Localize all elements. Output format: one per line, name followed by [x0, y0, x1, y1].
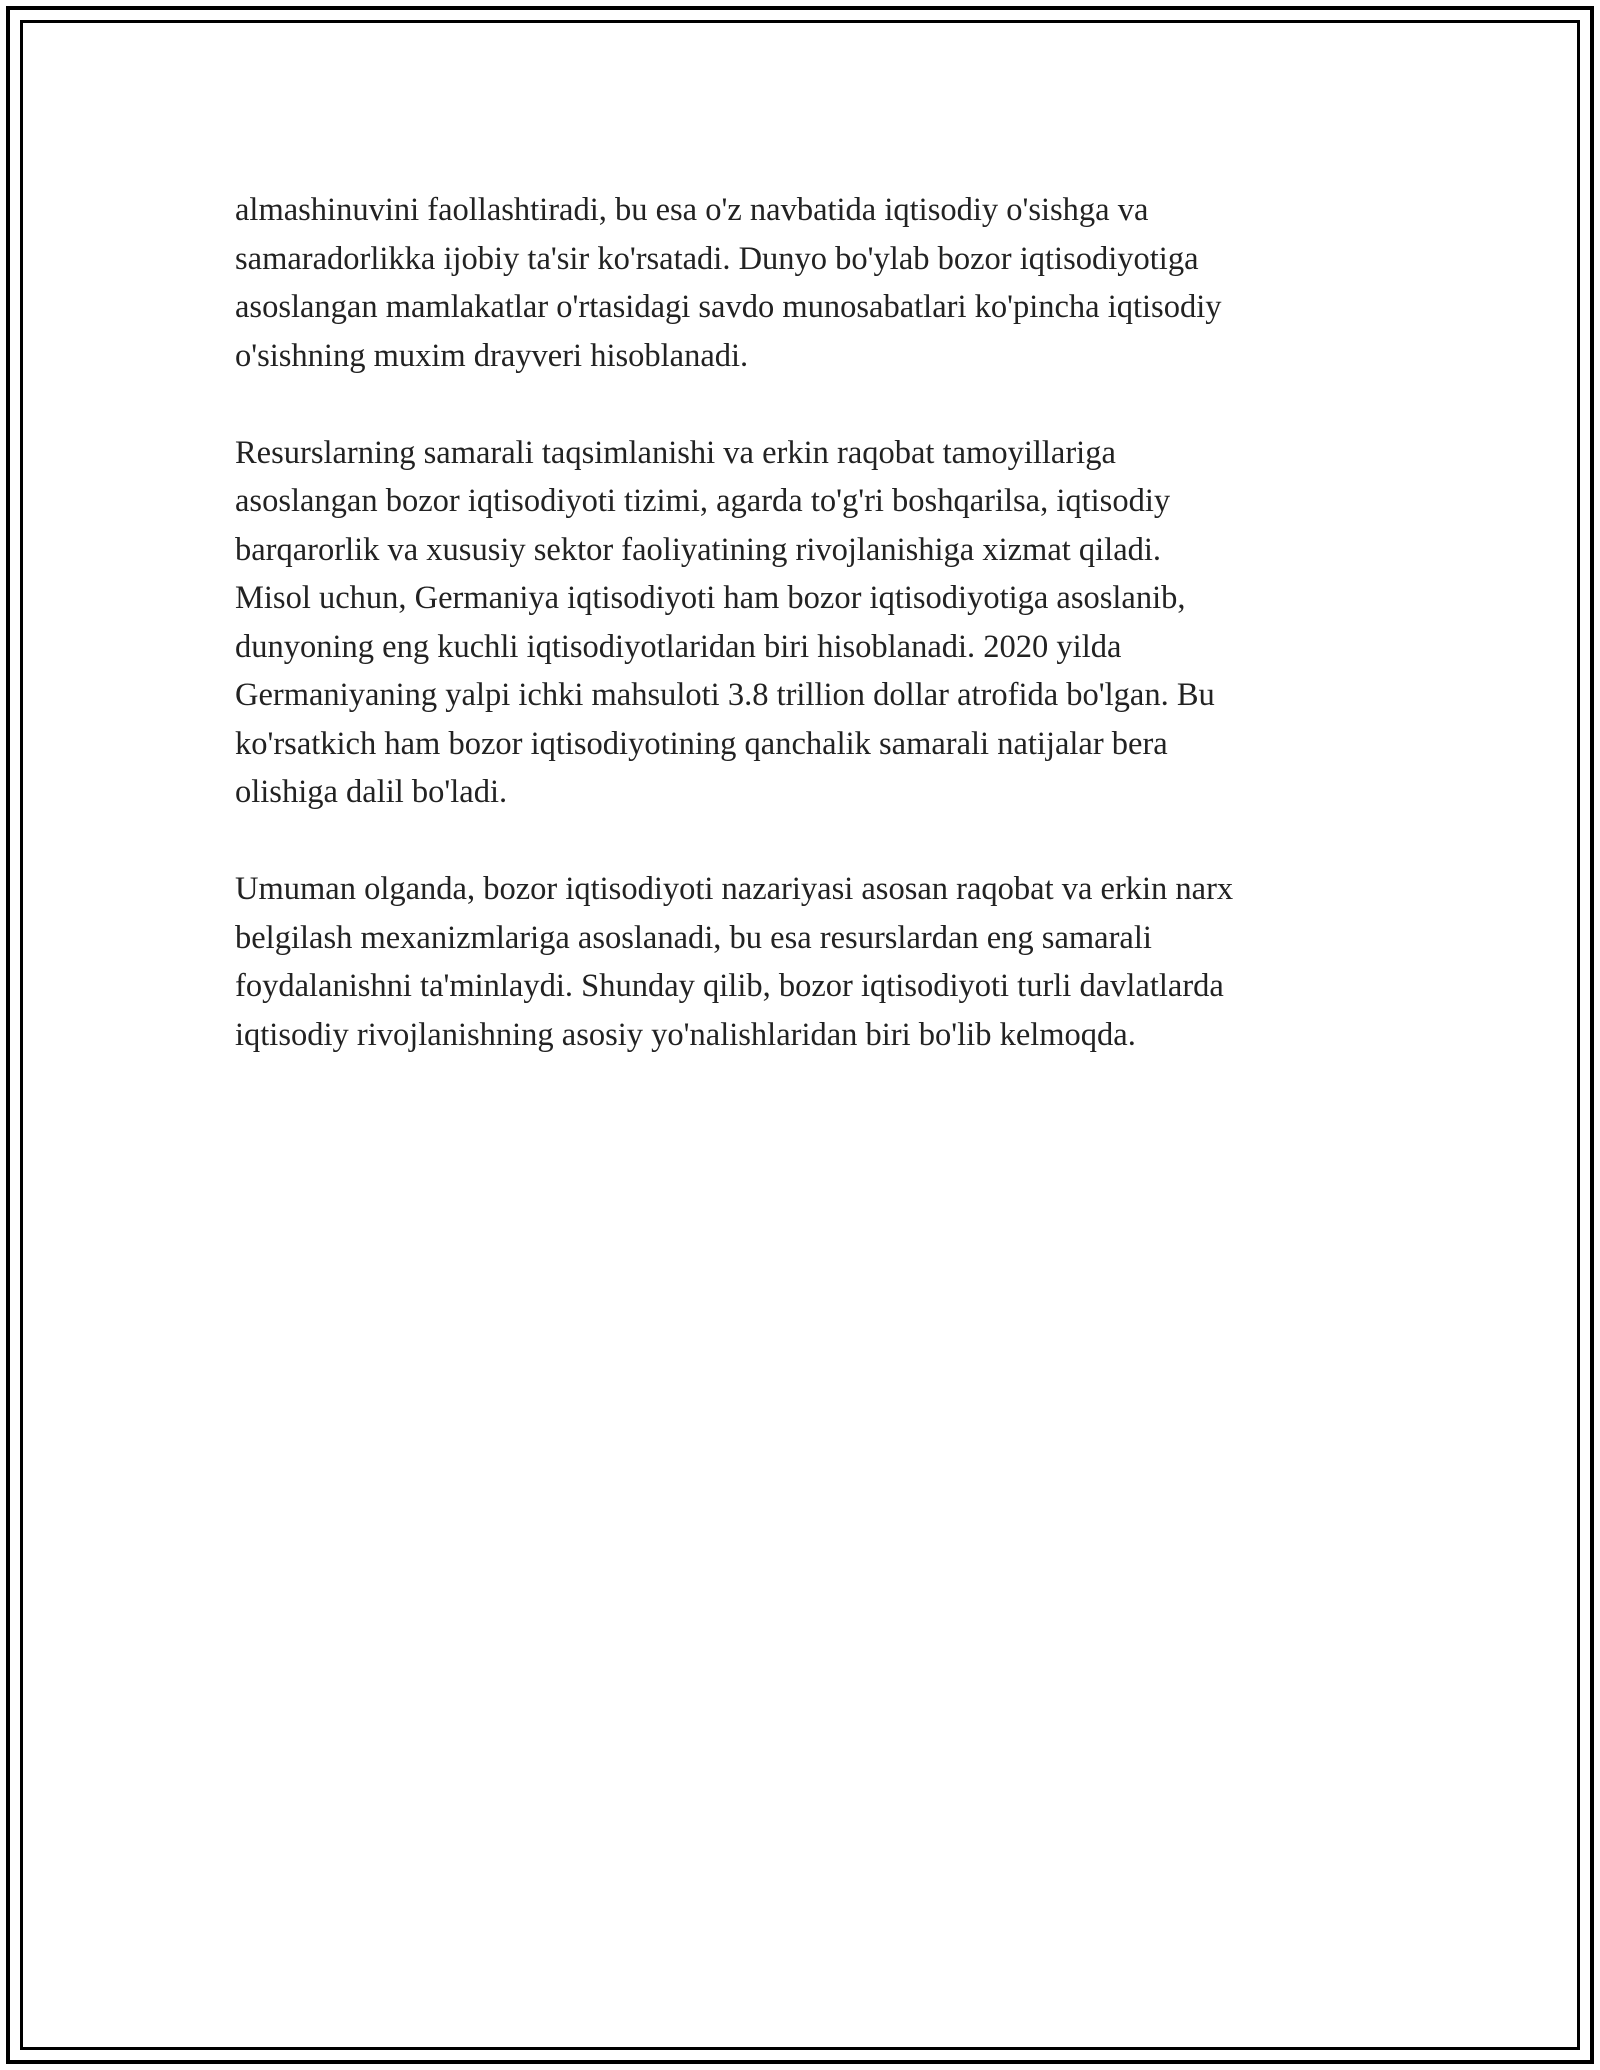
text-line: almashinuvini faollashtiradi, bu esa o'z navbatida iqtisodiy o'sishga va: [235, 192, 1149, 228]
text-line: belgilash mexanizmlariga asoslanadi, bu esa resurslardan eng samarali: [235, 919, 1152, 956]
text-line: iqtisodiy rivojlanishning asosiy yo'nalishlaridan biri bo'lib kelmoqda.: [235, 1016, 1136, 1053]
text-line: Resurslarning samarali taqsimlanishi va erkin raqobat tamoyillariga: [235, 434, 1116, 471]
text-line: dunyoning eng kuchli iqtisodiyotlaridan biri hisoblanadi. 2020 yilda: [235, 628, 1122, 665]
text-line: foydalanishni ta'minlaydi. Shunday qilib, bozor iqtisodiyoti turli davlatlarda: [235, 968, 1224, 1004]
text-line: olishiga dalil bo'ladi.: [235, 774, 508, 810]
text-line: ko'rsatkich ham bozor iqtisodiyotining qanchalik samarali natijalar bera: [235, 725, 1168, 762]
text-line: asoslangan mamlakatlar o'rtasidagi savdo munosabatlari ko'pincha iqtisodiy: [235, 289, 1222, 325]
text-line: Misol uchun, Germaniya iqtisodiyoti ham bozor iqtisodiyotiga asoslanib,: [235, 580, 1186, 616]
text-line: samaradorlikka ijobiy ta'sir ko'rsatadi. Dunyo bo'ylab bozor iqtisodiyotiga: [235, 240, 1199, 277]
text-line: o'sishning muxim drayveri hisoblanadi.: [235, 337, 749, 374]
paragraph-1: [235, 186, 1385, 380]
text-line: asoslangan bozor iqtisodiyoti tizimi, agarda to'g'ri boshqarilsa, iqtisodiy: [235, 483, 1171, 519]
paragraph-3: [235, 865, 1385, 1059]
text-line: Germaniyaning yalpi ichki mahsuloti 3.8 trillion dollar atrofida bo'lgan. Bu: [235, 677, 1215, 713]
text-line: Umuman olganda, bozor iqtisodiyoti nazariyasi asosan raqobat va erkin narx: [235, 871, 1234, 907]
document-body: [235, 186, 1385, 1108]
text-line: barqarorlik va xususiy sektor faoliyatining rivojlanishiga xizmat qiladi.: [235, 531, 1162, 568]
paragraph-2: [235, 429, 1385, 817]
